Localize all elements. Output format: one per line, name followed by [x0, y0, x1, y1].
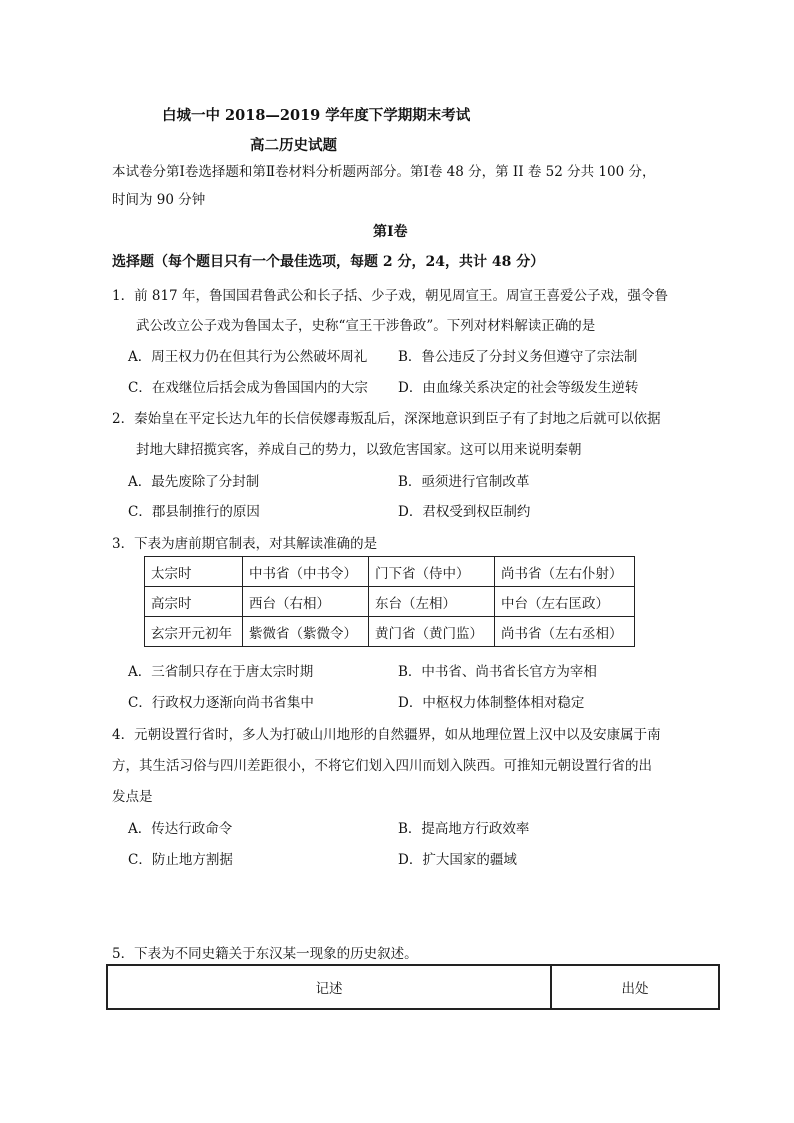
- q2-stem-line-2: 封地大肆招揽宾客，养成自己的势力，以致危害国家。这可以用来说明秦朝: [136, 442, 582, 458]
- table-cell: 中台（左右匡政）: [495, 587, 635, 617]
- q5-stem: 5．下表为不同史籍关于东汉某一现象的历史叙述。: [112, 946, 418, 962]
- q4-stem-line-1: 4．元朝设置行省时，多人为打破山川地形的自然疆界，如从地理位置上汉中以及安康属于南: [112, 727, 661, 743]
- table-cell: 西台（右相）: [243, 587, 369, 617]
- table-cell: 太宗时: [145, 557, 243, 587]
- q2-stem-line-1: 2．秦始皇在平定长达九年的长信侯嫪毒叛乱后，深深地意识到臣子有了封地之后就可以依据: [112, 411, 661, 427]
- table-cell: 尚书省（左右丞相）: [495, 617, 635, 647]
- q1-option-a: A．周王权力仍在但其行为公然破坏周礼: [128, 349, 368, 365]
- table-cell: 黄门省（黄门监）: [369, 617, 495, 647]
- q2-option-d: D．君权受到权臣制约: [398, 504, 531, 520]
- table-cell: 玄宗开元初年: [145, 617, 243, 647]
- table-row: [145, 557, 635, 587]
- intro-line-2: 时间为 90 分钟: [112, 192, 206, 208]
- q1-stem-line-2: 武公改立公子戏为鲁国太子，史称“宣王干涉鲁政”。下列对材料解读正确的是: [136, 318, 596, 334]
- exam-subtitle: 高二历史试题: [250, 137, 337, 154]
- table-cell: 紫微省（紫微令）: [243, 617, 369, 647]
- q2-option-b: B．亟须进行官制改革: [398, 474, 530, 490]
- q2-option-a: A．最先废除了分封制: [128, 474, 260, 490]
- q3-option-b: B．中书省、尚书省长官方为宰相: [398, 664, 597, 680]
- section-title: 第Ⅰ卷: [373, 224, 408, 240]
- q4-option-d: D．扩大国家的疆域: [398, 852, 517, 868]
- q3-option-d: D．中枢权力体制整体相对稳定: [398, 695, 585, 711]
- exam-title: 白城一中 2018—2019 学年度下学期期末考试: [162, 107, 471, 124]
- table-header-cell: 出处: [551, 965, 719, 1009]
- table-cell: 尚书省（左右仆射）: [495, 557, 635, 587]
- table-cell: 高宗时: [145, 587, 243, 617]
- q4-stem-line-3: 发点是: [112, 789, 153, 805]
- table-row: [145, 587, 635, 617]
- table-row: [145, 617, 635, 647]
- q4-stem-line-2: 方，其生活习俗与四川差距很小，不将它们划入四川而划入陕西。可推知元朝设置行省的出: [112, 758, 652, 774]
- table-row: [107, 965, 719, 1009]
- q3-stem: 3．下表为唐前期官制表，对其解读准确的是: [112, 536, 378, 552]
- choice-section-heading: 选择题（每个题目只有一个最佳选项，每题 2 分，24，共计 48 分）: [112, 254, 545, 270]
- q1-option-c: C．在戏继位后括会成为鲁国国内的大宗: [128, 380, 368, 396]
- q1-stem-line-1: 1．前 817 年，鲁国国君鲁武公和长子括、少子戏，朝见周宣王。周宣王喜爱公子戏，强令鲁: [112, 288, 668, 304]
- q4-option-c: C．防止地方割据: [128, 852, 233, 868]
- table-cell: 东台（左相）: [369, 587, 495, 617]
- q1-option-b: B．鲁公违反了分封义务但遵守了宗法制: [398, 349, 638, 365]
- q4-option-a: A．传达行政命令: [128, 821, 233, 837]
- q3-option-c: C．行政权力逐渐向尚书省集中: [128, 695, 314, 711]
- table-cell: 门下省（侍中）: [369, 557, 495, 587]
- q4-option-b: B．提高地方行政效率: [398, 821, 530, 837]
- table-cell: 中书省（中书令）: [243, 557, 369, 587]
- q5-sources-table: [106, 964, 720, 1010]
- intro-line-1: 本试卷分第Ⅰ卷选择题和第Ⅱ卷材料分析题两部分。第Ⅰ卷 48 分，第 II 卷 52 分共 100 分，: [112, 164, 656, 180]
- q2-option-c: C．郡县制推行的原因: [128, 504, 260, 520]
- q3-officials-table: [144, 556, 635, 647]
- q3-option-a: A．三省制只存在于唐太宗时期: [128, 664, 314, 680]
- q1-option-d: D．由血缘关系决定的社会等级发生逆转: [398, 380, 639, 396]
- table-header-cell: 记述: [107, 965, 551, 1009]
